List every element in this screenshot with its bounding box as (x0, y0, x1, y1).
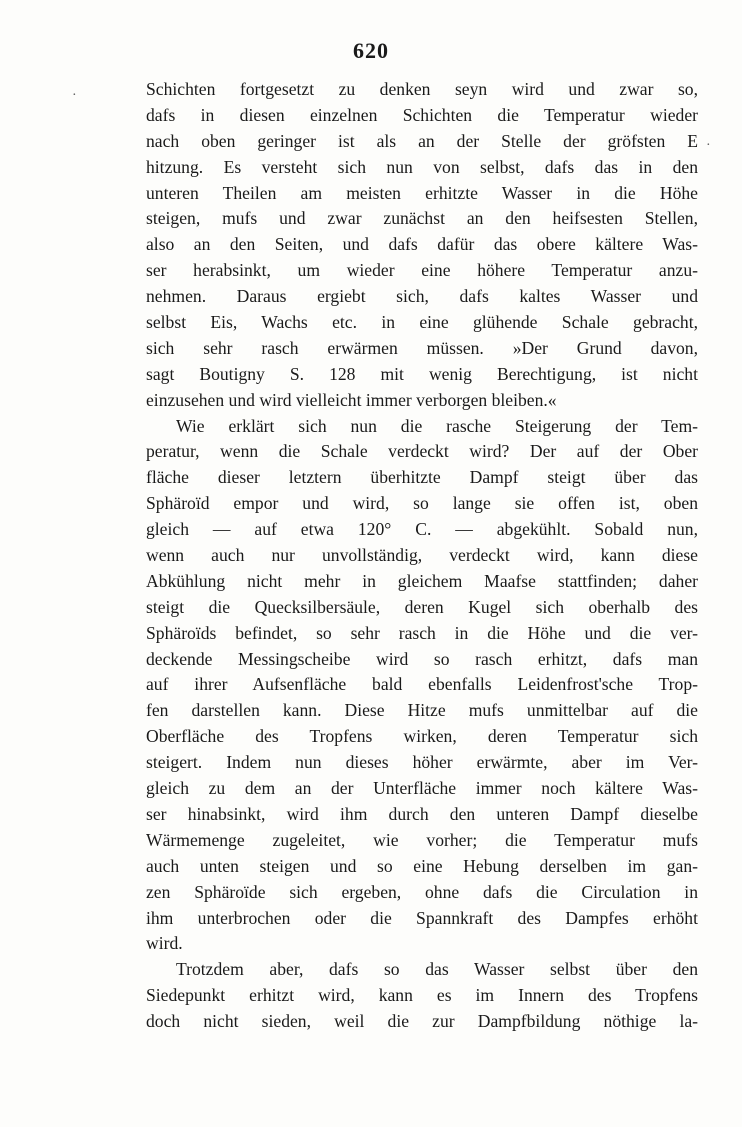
text-line: nehmen. Daraus ergiebt sich, dafs kaltes Wasser und (146, 286, 698, 307)
text-line: sagt Boutigny S. 128 mit wenig Berechtigung, ist nicht (146, 363, 698, 384)
text-line: nach oben geringer ist als an der Stelle der gröfsten E (146, 130, 698, 151)
text-line: dafs in diesen einzelnen Schichten die Temperatur wieder (146, 104, 698, 125)
text-line: unteren Theilen am meisten erhitzte Wasser in die Höhe (146, 182, 698, 203)
text-line: Abkühlung nicht mehr in gleichem Maafse stattfinden; daher (146, 570, 698, 591)
text-line: einzusehen und wird vielleicht immer verborgen bleiben.« (146, 389, 557, 410)
text-line: steigen, mufs und zwar zunächst an den heifsesten Stellen, (146, 208, 698, 229)
text-line: doch nicht sieden, weil die zur Dampfbildung nöthige la- (146, 1011, 698, 1032)
scan-speck: · (706, 138, 711, 153)
text-line: gleich zu dem an der Unterfläche immer noch kältere Was- (146, 778, 698, 799)
text-line: deckende Messingscheibe wird so rasch erhitzt, dafs man (146, 648, 698, 669)
text-line: Sphäroïds befindet, so sehr rasch in die Höhe und die ver- (146, 622, 698, 643)
text-line: Oberfläche des Tropfens wirken, deren Temperatur sich (146, 726, 698, 747)
body-text (146, 77, 698, 1035)
text-line: Wie erklärt sich nun die rasche Steigerung der Tem- (176, 415, 698, 436)
text-line: peratur, wenn die Schale verdeckt wird? Der auf der Ober (146, 441, 698, 462)
text-line: also an den Seiten, und dafs dafür das obere kältere Was- (146, 234, 698, 255)
text-line: steigt die Quecksilbersäule, deren Kugel sich oberhalb des (146, 596, 698, 617)
text-line: hitzung. Es versteht sich nun von selbst, dafs das in den (146, 156, 698, 177)
text-line: sich sehr rasch erwärmen müssen. »Der Grund davon, (146, 337, 698, 358)
text-line: fen darstellen kann. Diese Hitze mufs unmittelbar auf die (146, 700, 698, 721)
text-line: fläche dieser letztern überhitzte Dampf steigt über das (146, 467, 698, 488)
text-line: wenn auch nur unvollständig, verdeckt wird, kann diese (146, 545, 698, 566)
text-line: auch unten steigen und so eine Hebung derselben im gan- (146, 855, 698, 876)
text-line: Wärmemenge zugeleitet, wie vorher; die Temperatur mufs (146, 829, 698, 850)
text-line: Sphäroïd empor und wird, so lange sie offen ist, oben (146, 493, 698, 514)
text-line: ser herabsinkt, um wieder eine höhere Temperatur anzu- (146, 260, 698, 281)
text-line: wird. (146, 933, 183, 954)
text-line: ihm unterbrochen oder die Spannkraft des Dampfes erhöht (146, 907, 698, 928)
page-number: 620 (353, 38, 389, 63)
text-line: Trotzdem aber, dafs so das Wasser selbst über den (176, 959, 698, 980)
text-line: Schichten fortgesetzt zu denken seyn wird und zwar so, (146, 79, 698, 99)
text-line: selbst Eis, Wachs etc. in eine glühende Schale gebracht, (146, 312, 698, 333)
scan-speck: · (72, 88, 77, 103)
text-line: zen Sphäroïde sich ergeben, ohne dafs die Circulation in (146, 881, 698, 902)
text-line: gleich — auf etwa 120° C. — abgekühlt. Sobald nun, (146, 519, 698, 540)
text-line: steigert. Indem nun dieses höher erwärmte, aber im Ver- (146, 752, 698, 773)
text-line: ser hinabsinkt, wird ihm durch den unteren Dampf dieselbe (146, 803, 698, 824)
text-line: auf ihrer Aufsenfläche bald ebenfalls Leidenfrost'sche Trop- (146, 674, 698, 695)
text-line: Siedepunkt erhitzt wird, kann es im Innern des Tropfens (146, 985, 698, 1006)
